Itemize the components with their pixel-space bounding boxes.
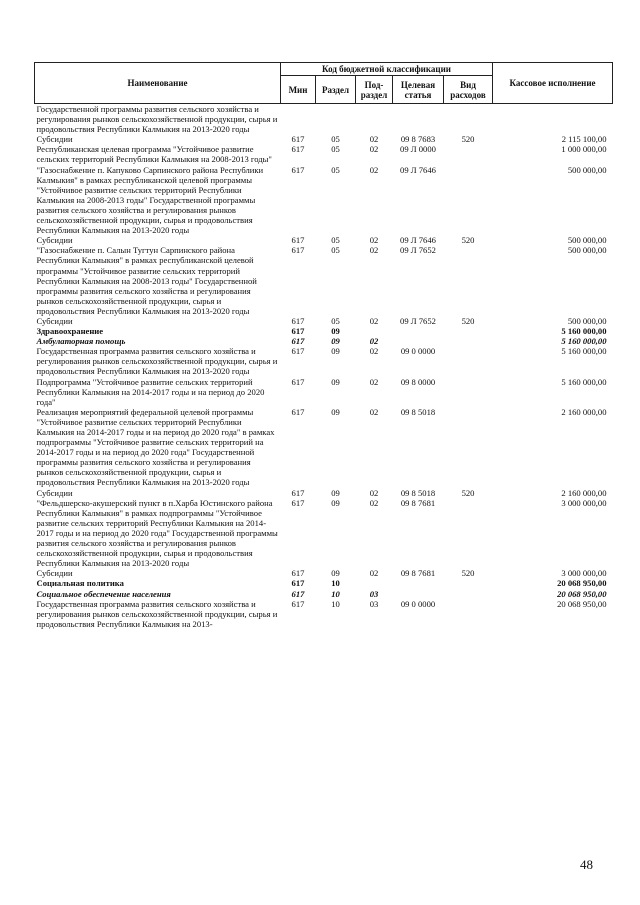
row-podrazdel: 02 xyxy=(369,245,379,256)
row-name: "Фельдшерско-акушерский пункт в п.Харба Юстинского района Республики Калмыкия" в рамках подпрограммы "Устойчивое развитие сельских территорий Республики Калмыкия на 2014-2017 годы и на период до 2020 года" Государственной программы развития сельского хозяйства и регулирования рынков сельскохозяйственной продукции, сырья и продовольствия Республики Калмыкия на 2013-2020 годы xyxy=(36,497,278,569)
row-podrazdel: 02 xyxy=(369,144,379,155)
row-celevaya xyxy=(393,336,444,346)
row-name: Субсидии xyxy=(36,315,73,326)
row-razdel: 09 xyxy=(331,406,340,417)
row-razdel: 10 xyxy=(331,588,340,599)
row-min: 617 xyxy=(291,235,305,246)
row-min: 617 xyxy=(291,245,305,256)
row-razdel: 05 xyxy=(331,235,340,246)
row-name: Государственной программы развития сельского хозяйства и регулирования рынков сельскохозяйственной продукции, сырья и продовольствия Республики Калмыкия на 2013-2020 годы xyxy=(36,104,278,135)
row-vid xyxy=(444,144,493,164)
table-row xyxy=(35,235,613,245)
row-vid xyxy=(444,589,493,599)
row-celevaya: 09 Л 7652 xyxy=(400,315,436,326)
row-podrazdel: 02 xyxy=(369,406,379,417)
row-podrazdel xyxy=(356,326,393,336)
row-name: "Газоснабжение п. Капуково Сарпинского района Республики Калмыкия" в рамках республиканской целевой программы "Устойчивое развитие сельских территорий Республики Калмыкия на 2008-2013 годы" Государственной программы развития сельского хозяйства и регулирования рынков сельскохозяйственной продукции, сырья и продовольствия Республики Калмыкия на 2013-2020 годы xyxy=(36,164,264,236)
row-amount: 3 000 000,00 xyxy=(561,568,607,579)
row-min: 617 xyxy=(291,588,305,599)
table-row xyxy=(35,599,613,629)
table-row xyxy=(35,165,613,236)
row-name: Государственная программа развития сельского хозяйства и регулирования рынков сельскохозяйственной продукции, сырья и продовольствия Республики Калмыкия на 2013-2020 годы xyxy=(36,346,278,377)
row-amount: 5 160 000,00 xyxy=(561,326,607,337)
row-vid: 520 xyxy=(461,235,475,246)
row-min: 617 xyxy=(291,497,305,508)
row-razdel: 05 xyxy=(331,164,340,175)
row-razdel: 09 xyxy=(331,497,340,508)
row-podrazdel: 03 xyxy=(369,588,379,599)
row-name: Амбулаторная помощь xyxy=(36,336,126,347)
row-podrazdel: 02 xyxy=(369,487,379,498)
table-row xyxy=(35,407,613,488)
table-row xyxy=(35,144,613,164)
row-amount: 3 000 000,00 xyxy=(561,497,607,508)
row-amount: 500 000,00 xyxy=(567,164,607,175)
header-kassovoe: Кассовое исполнение xyxy=(493,63,613,104)
row-celevaya: 09 0 0000 xyxy=(400,346,436,357)
row-celevaya xyxy=(393,326,444,336)
row-amount: 500 000,00 xyxy=(567,245,607,256)
row-min: 617 xyxy=(291,164,305,175)
row-celevaya xyxy=(393,104,444,135)
row-razdel: 05 xyxy=(331,144,340,155)
table-row xyxy=(35,326,613,336)
row-amount: 2 115 100,00 xyxy=(561,134,607,145)
row-amount: 20 068 950,00 xyxy=(557,598,607,609)
row-min: 617 xyxy=(291,487,305,498)
budget-table xyxy=(34,62,613,629)
row-vid xyxy=(444,336,493,346)
row-vid: 520 xyxy=(461,134,475,145)
row-amount: 2 160 000,00 xyxy=(561,406,607,417)
table-row xyxy=(35,104,613,135)
row-name: Субсидии xyxy=(36,568,73,579)
row-vid xyxy=(444,578,493,588)
row-name: Государственная программа развития сельского хозяйства и регулирования рынков сельскохозяйственной продукции, сырья и продовольствия Республики Калмыкия на 2013- xyxy=(36,598,278,629)
row-vid: 520 xyxy=(461,315,475,326)
row-amount: 5 160 000,00 xyxy=(561,376,607,387)
row-min: 617 xyxy=(291,315,305,326)
row-podrazdel: 02 xyxy=(369,497,379,508)
row-razdel: 10 xyxy=(331,598,340,609)
row-podrazdel: 02 xyxy=(369,134,379,145)
page-number: 48 xyxy=(580,857,593,872)
header-budget-classification: Код бюджетной классификации xyxy=(281,63,493,76)
table-row xyxy=(35,134,613,144)
row-name: Подпрограмма "Устойчивое развитие сельских территорий Республики Калмыкия на 2014-2017 годы и на период до 2020 года" xyxy=(36,376,265,407)
table-row xyxy=(35,316,613,326)
row-celevaya: 09 8 7683 xyxy=(400,134,436,145)
row-podrazdel: 02 xyxy=(369,164,379,175)
row-amount: 1 000 000,00 xyxy=(561,144,607,155)
row-razdel: 10 xyxy=(331,578,340,589)
row-celevaya: 09 Л 7652 xyxy=(400,245,436,256)
row-podrazdel xyxy=(356,578,393,588)
row-amount: 500 000,00 xyxy=(567,315,607,326)
row-amount xyxy=(493,104,613,135)
row-celevaya xyxy=(393,578,444,588)
table-header xyxy=(35,63,613,104)
row-amount: 5 160 000,00 xyxy=(561,346,607,357)
table-row xyxy=(35,578,613,588)
row-vid xyxy=(444,165,493,236)
row-razdel: 09 xyxy=(331,568,340,579)
table-row xyxy=(35,336,613,346)
row-name: Здравоохранение xyxy=(36,326,104,337)
row-vid: 520 xyxy=(461,487,475,498)
row-vid: 520 xyxy=(461,568,475,579)
row-vid xyxy=(444,326,493,336)
row-celevaya: 09 Л 0000 xyxy=(400,144,436,155)
row-celevaya: 09 Л 7646 xyxy=(400,164,436,175)
row-celevaya: 09 8 5018 xyxy=(400,406,436,417)
row-min: 617 xyxy=(291,134,305,145)
header-podrazdel: Под-раздел xyxy=(356,76,393,104)
row-razdel: 05 xyxy=(331,134,340,145)
table-row xyxy=(35,488,613,498)
row-amount: 5 160 000,00 xyxy=(561,336,607,347)
row-celevaya: 09 Л 7646 xyxy=(400,235,436,246)
row-min: 617 xyxy=(291,376,305,387)
row-name: Субсидии xyxy=(36,134,73,145)
row-min: 617 xyxy=(291,346,305,357)
row-min: 617 xyxy=(291,406,305,417)
row-podrazdel: 03 xyxy=(369,598,379,609)
row-podrazdel: 02 xyxy=(369,235,379,246)
row-razdel: 09 xyxy=(331,346,340,357)
header-vid: Вид расходов xyxy=(444,76,493,104)
row-name: Субсидии xyxy=(36,487,73,498)
row-amount: 500 000,00 xyxy=(567,235,607,246)
row-razdel: 09 xyxy=(331,487,340,498)
row-podrazdel: 02 xyxy=(369,336,379,347)
header-min: Мин xyxy=(281,76,316,104)
row-celevaya xyxy=(393,589,444,599)
row-podrazdel: 02 xyxy=(369,346,379,357)
row-vid xyxy=(444,599,493,629)
row-razdel: 05 xyxy=(331,315,340,326)
table-row xyxy=(35,245,613,316)
row-vid xyxy=(444,377,493,407)
row-razdel: 09 xyxy=(331,376,340,387)
row-podrazdel: 02 xyxy=(369,568,379,579)
row-podrazdel xyxy=(356,104,393,135)
row-min: 617 xyxy=(291,568,305,579)
row-razdel: 09 xyxy=(331,326,340,337)
row-amount: 20 068 950,00 xyxy=(557,578,607,589)
row-celevaya: 09 0 0000 xyxy=(400,598,436,609)
row-name: Социальное обеспечение населения xyxy=(36,588,171,599)
row-podrazdel: 02 xyxy=(369,376,379,387)
row-min: 617 xyxy=(291,598,305,609)
row-vid xyxy=(444,498,493,569)
row-celevaya: 09 8 7681 xyxy=(400,568,436,579)
row-razdel xyxy=(316,104,356,135)
row-vid xyxy=(444,104,493,135)
row-vid xyxy=(444,346,493,376)
row-celevaya: 09 8 0000 xyxy=(400,376,436,387)
header-name: Наименование xyxy=(35,63,281,104)
row-min: 617 xyxy=(291,144,305,155)
table-body xyxy=(35,104,613,629)
table-row xyxy=(35,377,613,407)
row-amount: 2 160 000,00 xyxy=(561,487,607,498)
row-amount: 20 068 950,00 xyxy=(557,588,607,599)
row-min: 617 xyxy=(291,336,305,347)
row-celevaya: 09 8 7681 xyxy=(400,497,436,508)
row-celevaya: 09 8 5018 xyxy=(400,487,436,498)
row-razdel: 05 xyxy=(331,245,340,256)
row-name: Республиканская целевая программа "Устойчивое развитие сельских территорий Республики Калмыкия на 2008-2013 годы" xyxy=(36,144,272,165)
table-row xyxy=(35,568,613,578)
row-podrazdel: 02 xyxy=(369,315,379,326)
row-vid xyxy=(444,245,493,316)
row-name: Реализация мероприятий федеральной целевой программы "Устойчивое развитие сельских территорий Республики Калмыкия на 2014-2017 годы и на период до 2020 года" в рамках подпрограммы "Устойчивое развитие сельских территорий на 2014-2017 годы и на период до 2020 года" Государственной программы развития сельского хозяйства и регулирования рынков сельскохозяйственной продукции, сырья и продовольствия Республики Калмыкия на 2013-2020 годы xyxy=(36,406,275,488)
header-celevaya: Целевая статья xyxy=(393,76,444,104)
header-razdel: Раздел xyxy=(316,76,356,104)
table-row xyxy=(35,589,613,599)
row-min: 617 xyxy=(291,326,305,337)
row-name: Социальная политика xyxy=(36,578,124,589)
row-min: 617 xyxy=(291,578,305,589)
row-name: "Газоснабжение п. Салын Тугтун Сарпинского района Республики Калмыкия" в рамках республиканской целевой программы "Устойчивое развитие сельских территорий Республики Калмыкия на 2008-2013 годы" Государственной программы развития сельского хозяйства и регулирования рынков сельскохозяйственной продукции, сырья и продовольствия Республики Калмыкия на 2013-2020 годы xyxy=(36,245,257,316)
table-row xyxy=(35,498,613,569)
row-name: Субсидии xyxy=(36,235,73,246)
row-razdel: 09 xyxy=(331,336,340,347)
row-vid xyxy=(444,407,493,488)
row-min xyxy=(281,104,316,135)
table-row xyxy=(35,346,613,376)
